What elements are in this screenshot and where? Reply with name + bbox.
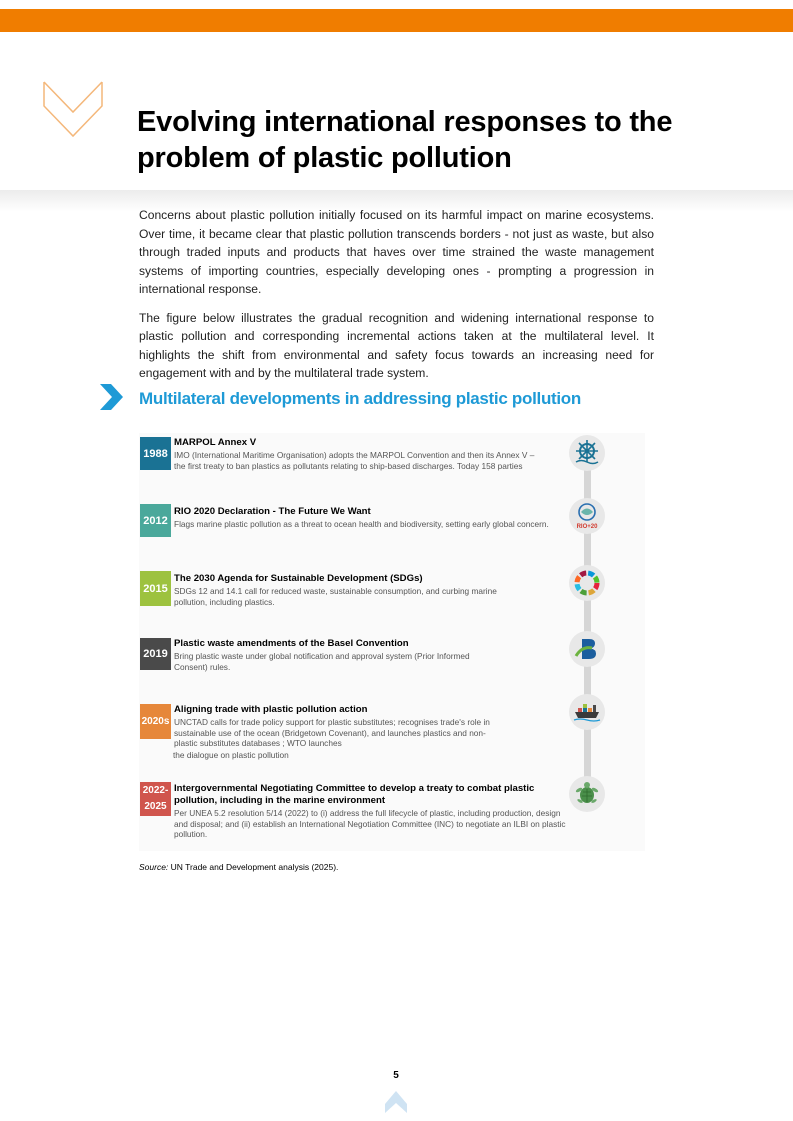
- top-accent-bar: [0, 9, 793, 32]
- entry-description: the dialogue on plastic pollution: [173, 749, 289, 760]
- year-badge-line: 2025: [144, 801, 167, 812]
- chevron-down-icon: [40, 76, 106, 142]
- section-heading: Multilateral developments in addressing plastic pollution: [139, 389, 581, 408]
- entry-description: Bring plastic waste under global notification and approval system (Prior Informed Consent) rules.: [174, 651, 470, 672]
- entry-description: IMO (International Maritime Organisation) adopts the MARPOL Convention and then its Annex V – the first treaty to ban plastics as pollutants relating to ship-based discharges. Today 158 parties: [174, 450, 535, 471]
- timeline-entry: [174, 638, 504, 672]
- rio20-logo-text: RIO+20: [576, 524, 598, 530]
- basel-convention-logo-icon: [569, 631, 605, 667]
- cargo-ship-icon: [569, 694, 605, 730]
- source-text: UN Trade and Development analysis (2025).: [168, 862, 339, 872]
- entry-description: Per UNEA 5.2 resolution 5/14 (2022) to (i) address the full lifecycle of plastic, including production, design and disposal; and (ii) establish an International Negotiation Committee (INC) to negotiate an ILBI on plastic pollution.: [174, 808, 566, 839]
- year-badge: 2015: [140, 571, 171, 606]
- ship-wheel-icon: [569, 435, 605, 471]
- timeline-entry: [174, 783, 569, 840]
- entry-description: SDGs 12 and 14.1 call for reduced waste, sustainable consumption, and curbing marine pollution, including plastics.: [174, 586, 497, 607]
- entry-description: Flags marine plastic pollution as a threat to ocean health and biodiversity, setting early global concern.: [174, 519, 549, 529]
- sdg-wheel-icon: [569, 565, 605, 601]
- timeline-entry: [174, 506, 569, 530]
- intro-paragraph: Concerns about plastic pollution initially focused on its harmful impact on marine ecosystems. Over time, it became clear that plastic pollution transcends borders - not just as waste, but also through traded inputs and products that haves over time strained the waste management systems of importing countries, especially developing ones - prompting a progression in international response.: [139, 208, 654, 296]
- entry-title: Intergovernmental Negotiating Committee to develop a treaty to combat plastic pollution, including in the marine environment: [174, 783, 535, 806]
- entry-title: The 2030 Agenda for Sustainable Development (SDGs): [174, 573, 423, 584]
- chevron-right-icon: [98, 383, 124, 411]
- page-title: Evolving international responses to the problem of plastic pollution: [137, 106, 673, 174]
- entry-title: RIO 2020 Declaration - The Future We Want: [174, 506, 371, 517]
- figure-source: [139, 862, 338, 872]
- rio20-logo-icon: [569, 498, 605, 534]
- timeline-entry: [174, 437, 544, 471]
- year-badge: [140, 782, 171, 816]
- year-badge: 2020s: [140, 704, 171, 739]
- entry-description: UNCTAD calls for trade policy support for plastic substitutes; recognises trade's role in sustainable use of the ocean (Bridgetown Covenant), and launches plastics and non-plastic substitutes databases ; WTO launches: [174, 717, 490, 748]
- page-number: 5: [393, 1070, 399, 1081]
- chevron-up-icon[interactable]: [383, 1089, 409, 1115]
- intro-text: [139, 206, 654, 393]
- entry-title: Plastic waste amendments of the Basel Convention: [174, 638, 409, 649]
- year-badge: 2012: [140, 504, 171, 537]
- sea-turtle-icon: [569, 776, 605, 812]
- timeline-entry: [174, 573, 524, 607]
- year-badge: 1988: [140, 437, 171, 470]
- year-badge-line: 2022-: [142, 785, 169, 796]
- entry-title: MARPOL Annex V: [174, 437, 257, 448]
- intro-paragraph: The figure below illustrates the gradual recognition and widening international response to plastic pollution and corresponding incremental actions taken at the multilateral level. It highlights the shift from environmental and safety focus towards an increasing need for engagement with and by the multilateral trade system.: [139, 310, 654, 380]
- entry-title: Aligning trade with plastic pollution action: [174, 704, 368, 715]
- source-label: Source:: [139, 862, 169, 872]
- year-badge: 2019: [140, 638, 171, 670]
- timeline-entry: [174, 704, 504, 760]
